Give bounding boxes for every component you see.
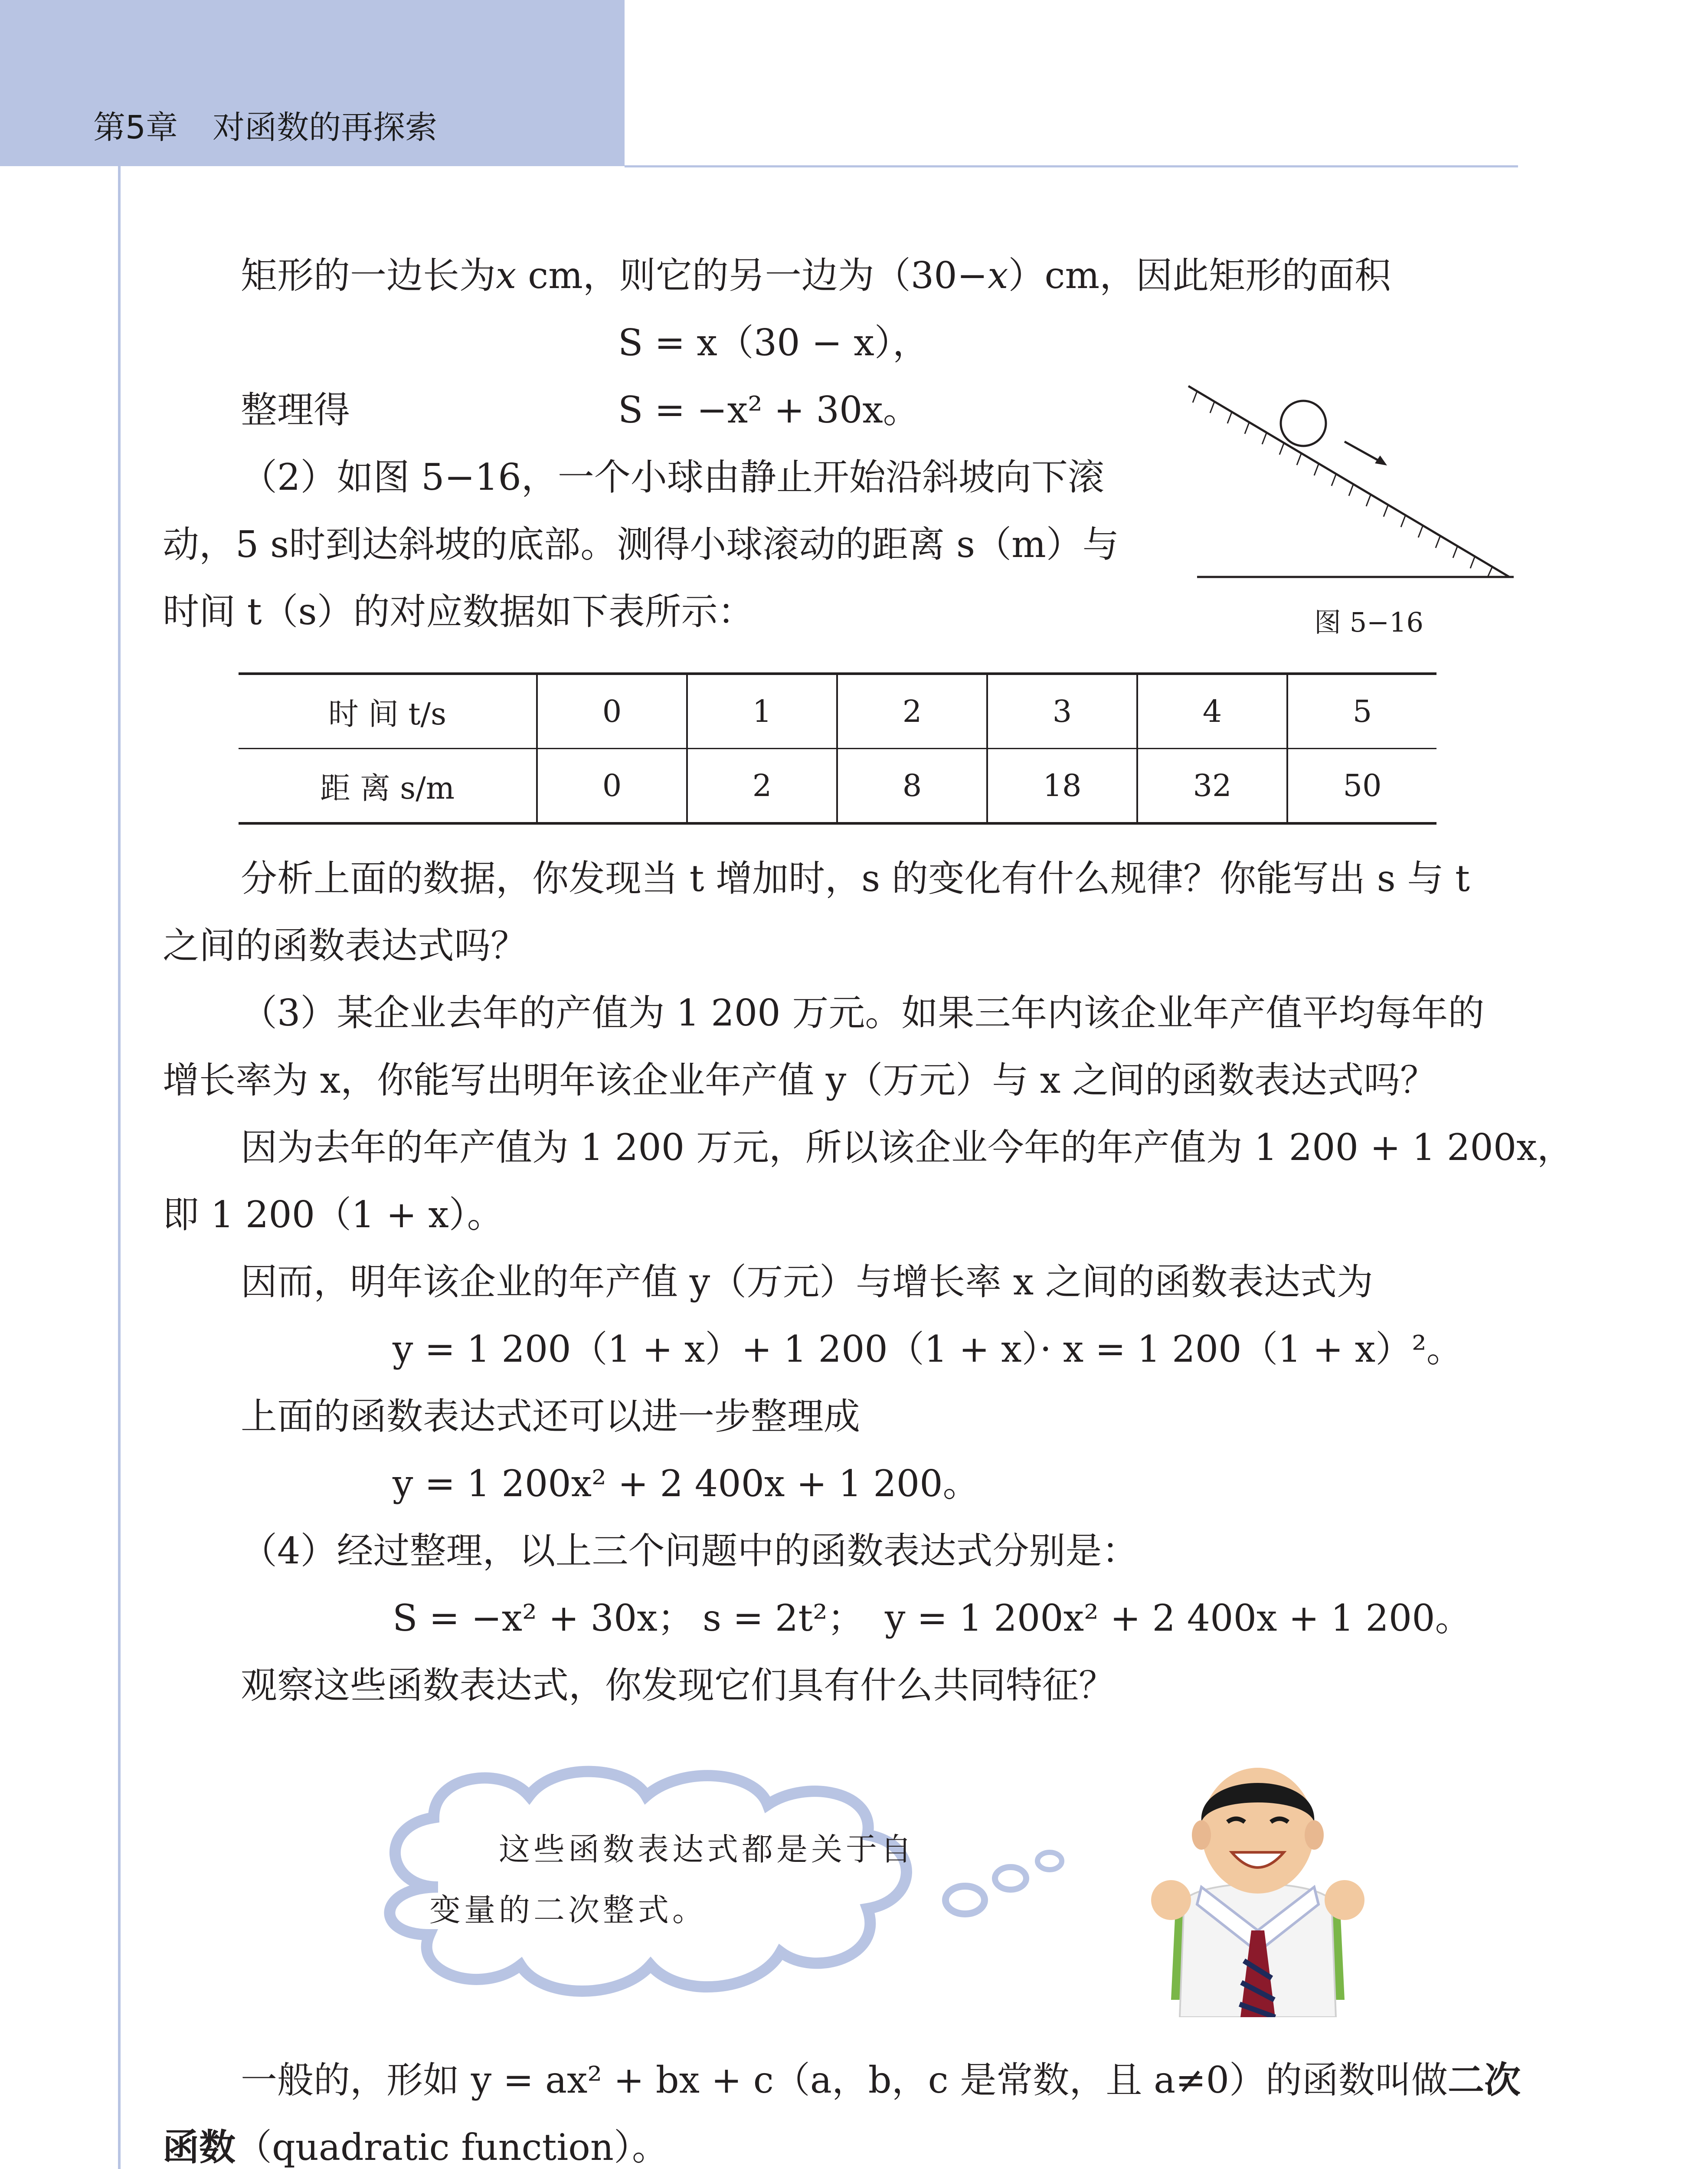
- table-row: 时 间 t/s 0 1 2 3 4 5: [239, 674, 1436, 749]
- para3-line1: 分析上面的数据，你发现当 t 增加时，s 的变化有什么规律？你能写出 s 与 t: [241, 857, 1470, 900]
- slope-line: [1188, 386, 1509, 577]
- left-ear: [1192, 1820, 1211, 1850]
- para2-line2: 动，5 s时到达斜坡的底部。测得小球滚动的距离 s（m）与: [163, 523, 1119, 566]
- right-hand: [1325, 1880, 1364, 1920]
- chapter-name: 对函数的再探索: [213, 109, 438, 146]
- label-simplify: 整理得: [241, 389, 350, 431]
- slope-hatching: [1193, 391, 1492, 577]
- right-ear: [1305, 1820, 1324, 1850]
- para1-line: 矩形的一边长为x cm，则它的另一边为（30−x）cm，因此矩形的面积: [241, 254, 1391, 297]
- row-header-time: 时 间 t/s: [239, 674, 537, 749]
- para3-line2: 之间的函数表达式吗？: [163, 924, 527, 967]
- definition-line2: 函数（quadratic function）。: [163, 2126, 668, 2169]
- chapter-title: [93, 102, 437, 148]
- header-rule: [625, 165, 1518, 167]
- left-hand: [1151, 1880, 1191, 1920]
- para7: 上面的函数表达式还可以进一步整理成: [241, 1395, 861, 1438]
- para2-line1: （2）如图 5−16，一个小球由静止开始沿斜坡向下滚: [241, 456, 1104, 498]
- para5-line2: 即 1 200（1 + x）。: [163, 1193, 504, 1236]
- para6-line1: 因而，明年该企业的年产值 y（万元）与增长率 x 之间的函数表达式为: [241, 1261, 1373, 1303]
- equation-summary-b: s = 2t²；: [703, 1597, 864, 1639]
- para5-line1: 因为去年的年产值为 1 200 万元，所以该企业今年的年产值为 1 200 + 1 200x，: [241, 1126, 1574, 1169]
- cloud-shape: [389, 1772, 906, 1991]
- para4-line1: （3）某企业去年的产值为 1 200 万元。如果三年内该企业年产值平均每年的: [241, 992, 1485, 1034]
- equation-output-1: y = 1 200（1 + x）+ 1 200（1 + x）· x = 1 200（1 + x）²。: [393, 1328, 1463, 1370]
- cloud-line1: 这些函数表达式都是关于自: [499, 1831, 916, 1868]
- data-table: [239, 672, 1436, 825]
- equation-output-2: y = 1 200x² + 2 400x + 1 200。: [393, 1462, 979, 1505]
- chapter-number: 第5章: [93, 109, 178, 146]
- thought-bubble-3: [1037, 1852, 1062, 1870]
- para2-line3: 时间 t（s）的对应数据如下表所示：: [163, 590, 754, 633]
- term-highlight: 二次: [1448, 2059, 1521, 2101]
- para9: 观察这些函数表达式，你发现它们具有什么共同特征？: [241, 1664, 1116, 1707]
- equation-summary-a: S = −x² + 30x；: [393, 1597, 694, 1639]
- table-row: 距 离 s/m 0 2 8 18 32 50: [239, 749, 1436, 824]
- student-illustration: [1145, 1757, 1371, 2017]
- margin-rule: [118, 166, 121, 2169]
- equation-area-simplified: S = −x² + 30x。: [618, 389, 919, 431]
- figure-caption: 图 5−16: [1314, 606, 1423, 638]
- slope-figure: [1180, 377, 1518, 586]
- equation-area: S = x（30 − x），: [618, 321, 929, 364]
- equation-summary-c: y = 1 200x² + 2 400x + 1 200。: [885, 1597, 1472, 1639]
- thought-bubble-2: [995, 1867, 1026, 1890]
- para8: （4）经过整理，以上三个问题中的函数表达式分别是：: [241, 1530, 1139, 1572]
- cloud-line2: 变量的二次整式。: [429, 1892, 707, 1928]
- term-highlight-2: 函数: [163, 2126, 236, 2169]
- para4-line2: 增长率为 x，你能写出明年该企业年产值 y（万元）与 x 之间的函数表达式吗？: [163, 1059, 1437, 1101]
- thought-bubble-1: [946, 1886, 985, 1914]
- definition-line1: 一般的，形如 y = ax² + bx + c（a，b，c 是常数，且 a≠0）的函数叫做二次: [241, 2059, 1521, 2101]
- ball: [1281, 401, 1326, 446]
- row-header-distance: 距 离 s/m: [239, 749, 537, 824]
